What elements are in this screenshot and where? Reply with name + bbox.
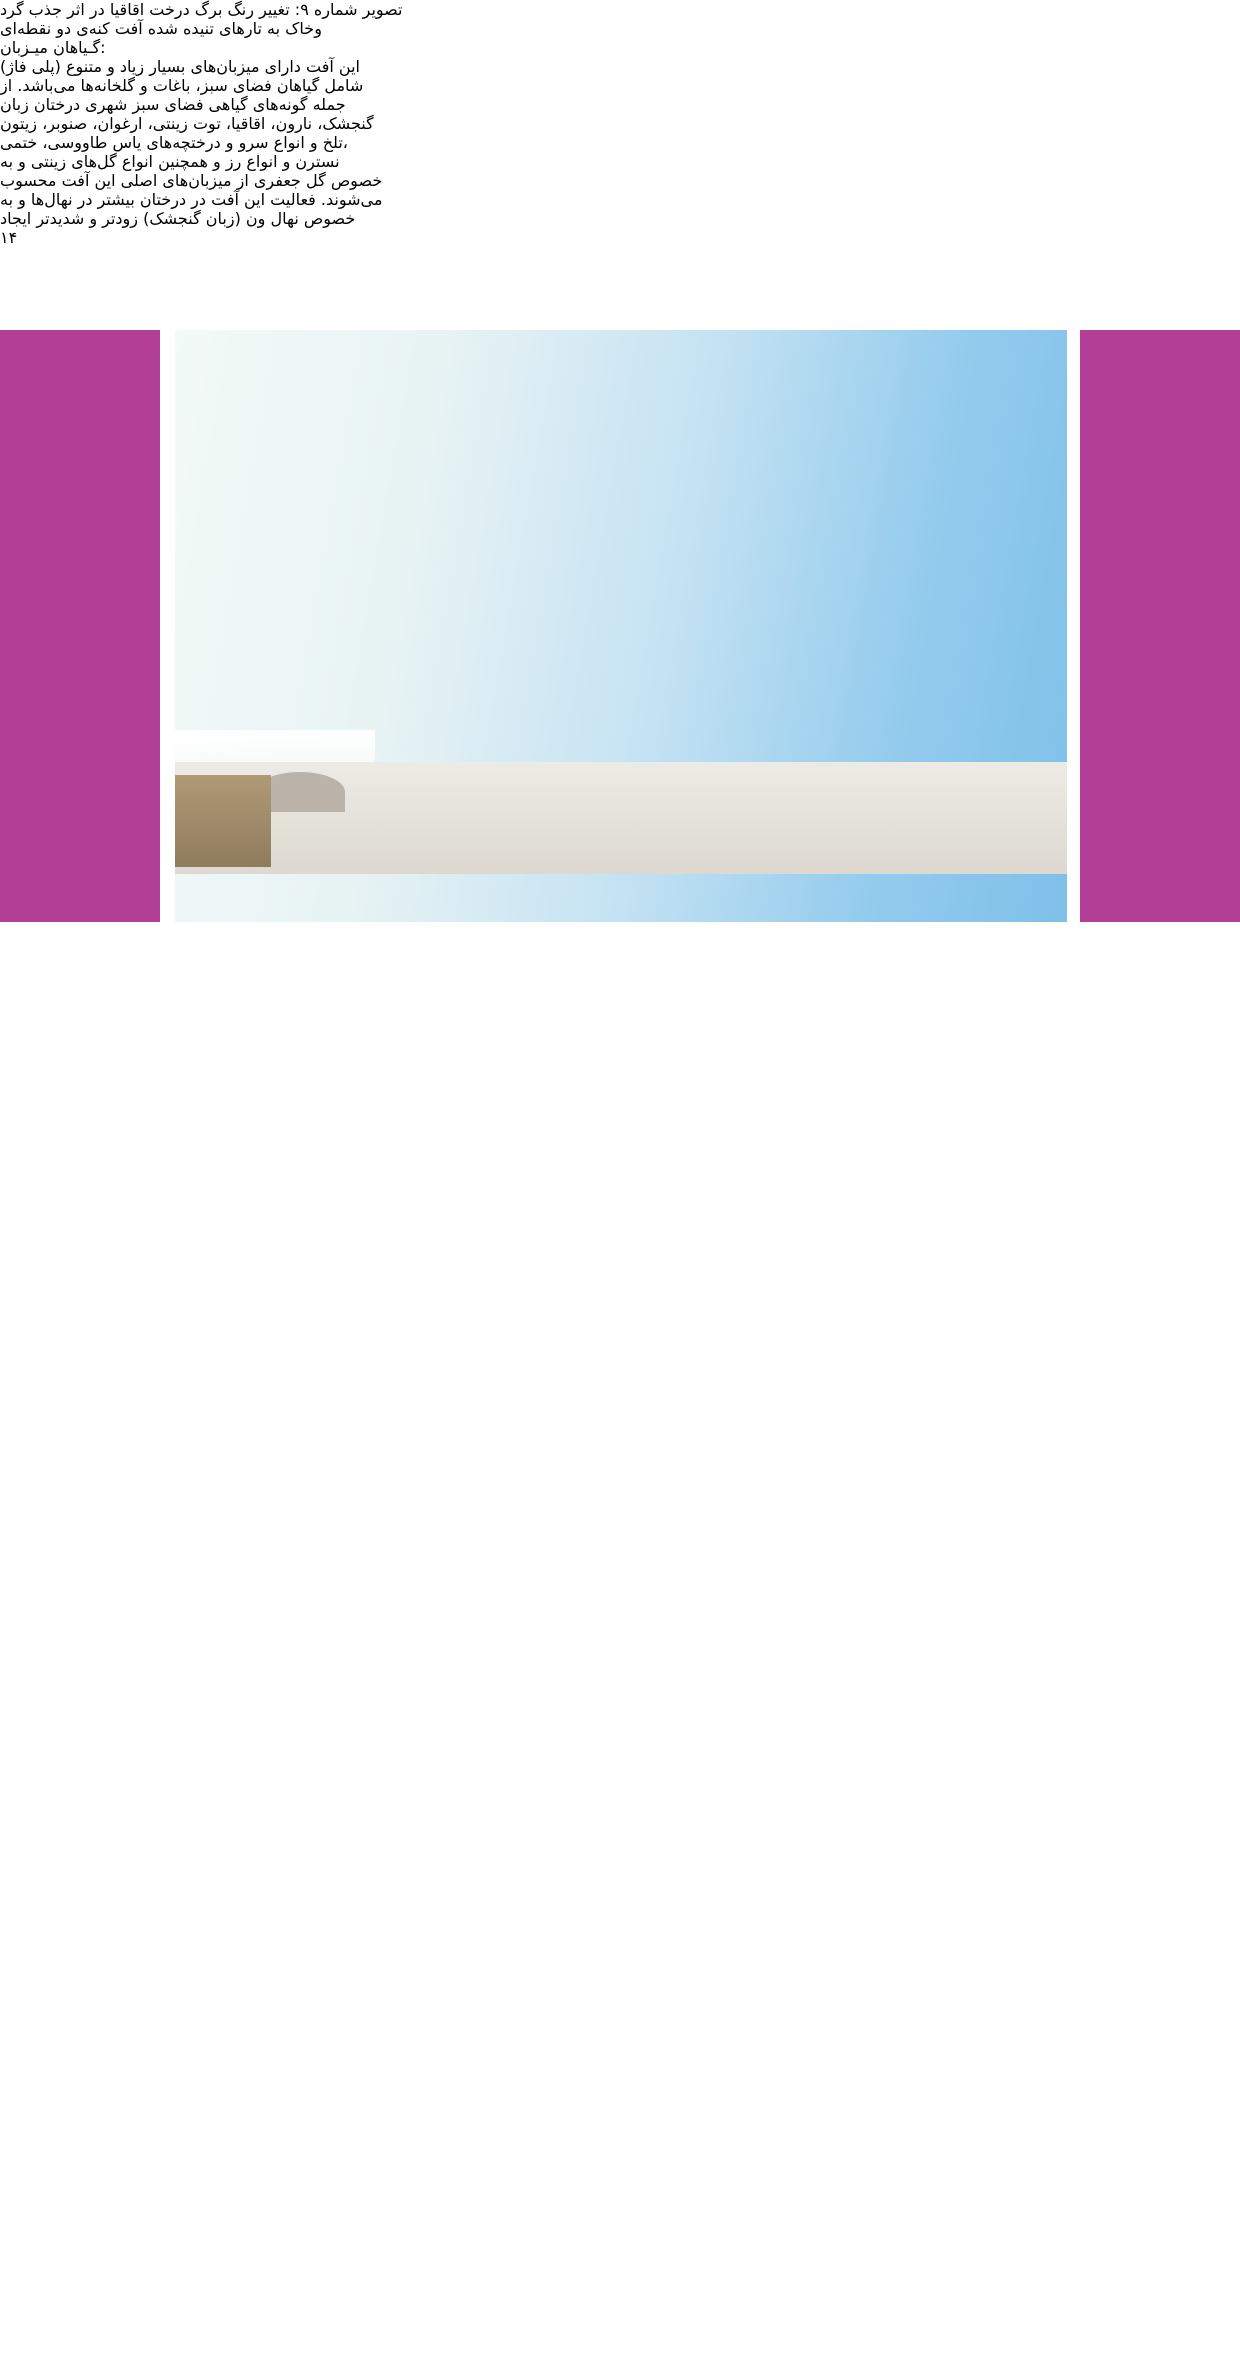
right-building <box>815 660 1067 895</box>
body-line: تلخ و انواع سرو و درختچه‌های یاس طاووسی، ختمی، <box>0 133 348 152</box>
photo-caption <box>0 0 1240 38</box>
body-line: این آفت دارای میزبان‌های بسیار زیاد و متنوع (پلی فاژ) <box>0 57 360 76</box>
page-footer <box>0 228 1240 247</box>
photo-caption-line1: تصویر شماره ۹: تغییر رنگ برگ درخت اقاقیا در اثر جذب گرد <box>0 0 403 19</box>
tree-photo <box>175 330 1067 922</box>
body-line: می‌شوند. فعالیت این آفت در درختان بیشتر در نهال‌ها و به <box>0 190 383 209</box>
body-paragraph <box>0 57 1240 228</box>
body-line: خصوص گل جعفری از میزبان‌های اصلی این آفت محسوب <box>0 171 383 190</box>
photo-caption-line2: وخاک به تارهای تنیده شده آفت کنه‌ی دو نقطه‌ای <box>0 19 322 38</box>
body-line: خصوص نهال ون (زبان گنجشک) زودتر و شدیدتر ایجاد <box>0 209 356 228</box>
tan-building <box>175 775 271 867</box>
body-line: نسترن و انواع رز و همچنین انواع گل‌های زینتی و به <box>0 152 340 171</box>
left-accent-bar <box>0 330 160 922</box>
section-title: گـیاهان میـزبان: <box>0 38 106 57</box>
body-line: گنجشک، نارون، اقاقیا، توت زینتی، ارغوان، صنوبر، زیتون <box>0 114 374 133</box>
page-number: ۱۴ <box>0 228 18 247</box>
right-accent-bar <box>1080 330 1240 922</box>
body-line: شامل گیاهان فضای سبز، باغات و گلخانه‌ها می‌باشد. از <box>0 76 364 95</box>
body-line: جمله گونه‌های گیاهی فضای سبز شهری درختان زبان <box>0 95 346 114</box>
section-title-box <box>0 38 1240 57</box>
